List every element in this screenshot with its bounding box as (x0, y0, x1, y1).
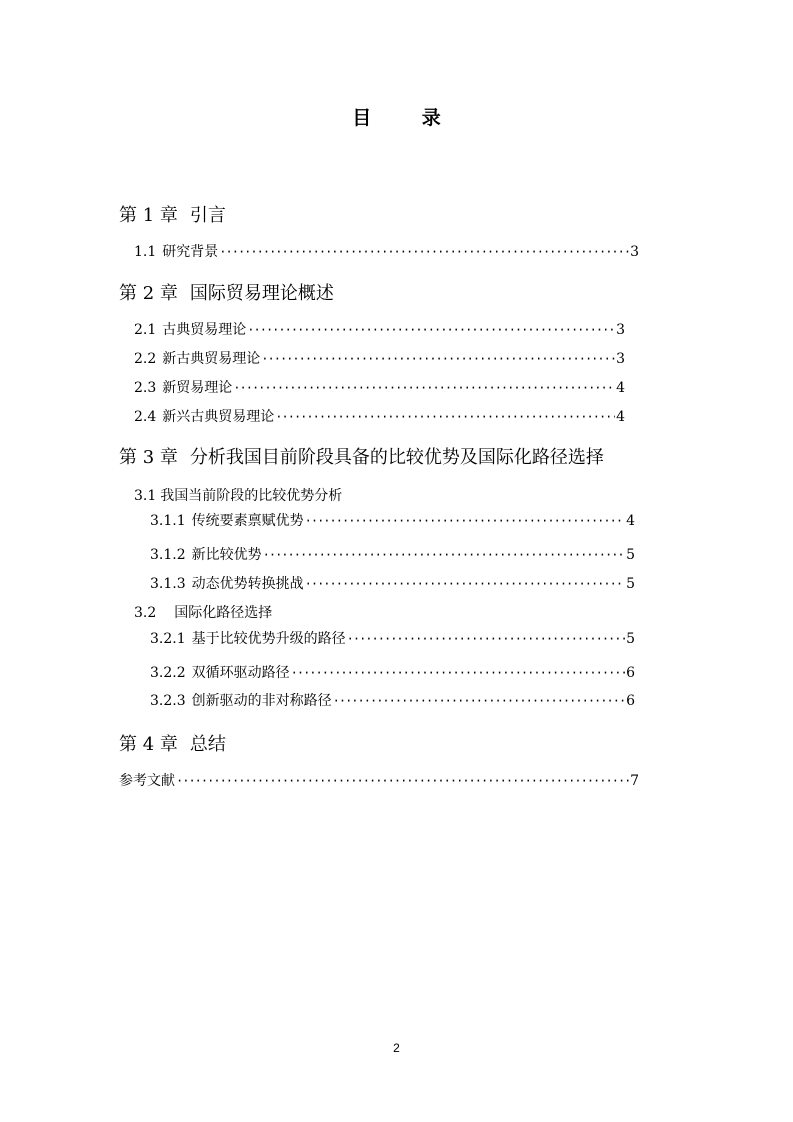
entry-number: 3.1.2 (150, 547, 186, 563)
entry-title: 研究背景 (162, 244, 219, 260)
entry-number: 3.1 (134, 488, 157, 504)
dot-leader (347, 632, 625, 646)
toc-entry-3-1-2[interactable] (150, 544, 635, 564)
entry-page: 5 (626, 631, 635, 647)
entry-title: 古典贸易理论 (162, 322, 247, 338)
toc-entry-3-2[interactable] (134, 602, 272, 622)
entry-title: 新兴古典贸易理论 (162, 409, 275, 425)
dot-leader (233, 381, 615, 395)
entry-page: 6 (626, 665, 635, 681)
entry-number: 3.2 (134, 605, 157, 621)
toc-entry-3-1-1[interactable] (150, 510, 635, 530)
entry-title: 新贸易理论 (162, 380, 233, 396)
entry-page: 7 (630, 773, 639, 789)
entry-page: 3 (616, 351, 625, 367)
entry-title: 新比较优势 (191, 547, 262, 563)
entry-title: 新古典贸易理论 (162, 351, 261, 367)
chapter-number: 第 4 章 (119, 734, 178, 755)
chapter-3-heading[interactable] (119, 443, 604, 469)
entry-number: 3.1.3 (150, 576, 186, 592)
chapter-2-heading[interactable] (119, 279, 334, 305)
entry-title: 传统要素禀赋优势 (191, 513, 304, 529)
entry-number: 3.2.2 (150, 665, 186, 681)
dot-leader (263, 548, 625, 562)
chapter-number: 第 1 章 (119, 205, 178, 226)
entry-title: 双循环驱动路径 (191, 665, 290, 681)
entry-number: 1.1 (134, 244, 157, 260)
dot-leader (305, 514, 625, 528)
toc-entry-3-1[interactable] (134, 485, 342, 505)
toc-entry-2-4[interactable] (134, 406, 625, 426)
toc-entry-3-1-3[interactable] (150, 573, 635, 593)
dot-leader (291, 666, 625, 680)
dot-leader (305, 577, 625, 591)
entry-number: 2.4 (134, 409, 157, 425)
dot-leader (219, 245, 629, 259)
chapter-title: 国际贸易理论概述 (189, 283, 334, 304)
entry-page: 6 (626, 693, 635, 709)
toc-entry-3-2-1[interactable] (150, 628, 635, 648)
toc-entry-2-2[interactable] (134, 348, 625, 368)
chapter-title: 总结 (189, 734, 226, 755)
toc-entry-1-1[interactable] (134, 241, 639, 261)
toc-entry-3-2-2[interactable] (150, 662, 635, 682)
entry-title: 参考文献 (119, 773, 175, 789)
chapter-number: 第 3 章 (119, 447, 178, 468)
dot-leader (176, 774, 629, 788)
entry-number: 2.1 (134, 322, 157, 338)
entry-page: 5 (626, 547, 635, 563)
entry-title: 动态优势转换挑战 (191, 576, 304, 592)
entry-title: 基于比较优势升级的路径 (191, 631, 346, 647)
entry-page: 3 (630, 244, 639, 260)
entry-title: 我国当前阶段的比较优势分析 (160, 488, 343, 504)
entry-page: 4 (616, 409, 625, 425)
entry-page: 4 (616, 380, 625, 396)
entry-number: 3.2.1 (150, 631, 186, 647)
entry-number: 2.3 (134, 380, 157, 396)
chapter-title: 分析我国目前阶段具备的比较优势及国际化路径选择 (189, 447, 604, 468)
chapter-1-heading[interactable] (119, 201, 226, 227)
entry-number: 2.2 (134, 351, 157, 367)
chapter-title: 引言 (189, 205, 226, 226)
toc-title: 目 录 (352, 107, 463, 129)
dot-leader (247, 323, 615, 337)
dot-leader (261, 352, 615, 366)
entry-number: 3.2.3 (150, 693, 186, 709)
toc-entry-3-2-3[interactable] (150, 690, 635, 710)
chapter-4-heading[interactable] (119, 730, 226, 756)
toc-entry-2-3[interactable] (134, 377, 625, 397)
entry-title: 创新驱动的非对称路径 (191, 693, 332, 709)
entry-page: 3 (616, 322, 625, 338)
entry-title: 国际化路径选择 (174, 605, 273, 621)
entry-number: 3.1.1 (150, 513, 186, 529)
toc-entry-2-1[interactable] (134, 319, 625, 339)
dot-leader (333, 694, 625, 708)
entry-page: 5 (626, 576, 635, 592)
chapter-number: 第 2 章 (119, 283, 178, 304)
page-number: 2 (393, 1041, 400, 1055)
dot-leader (275, 410, 615, 424)
entry-page: 4 (626, 513, 635, 529)
toc-entry-references[interactable] (119, 770, 639, 790)
